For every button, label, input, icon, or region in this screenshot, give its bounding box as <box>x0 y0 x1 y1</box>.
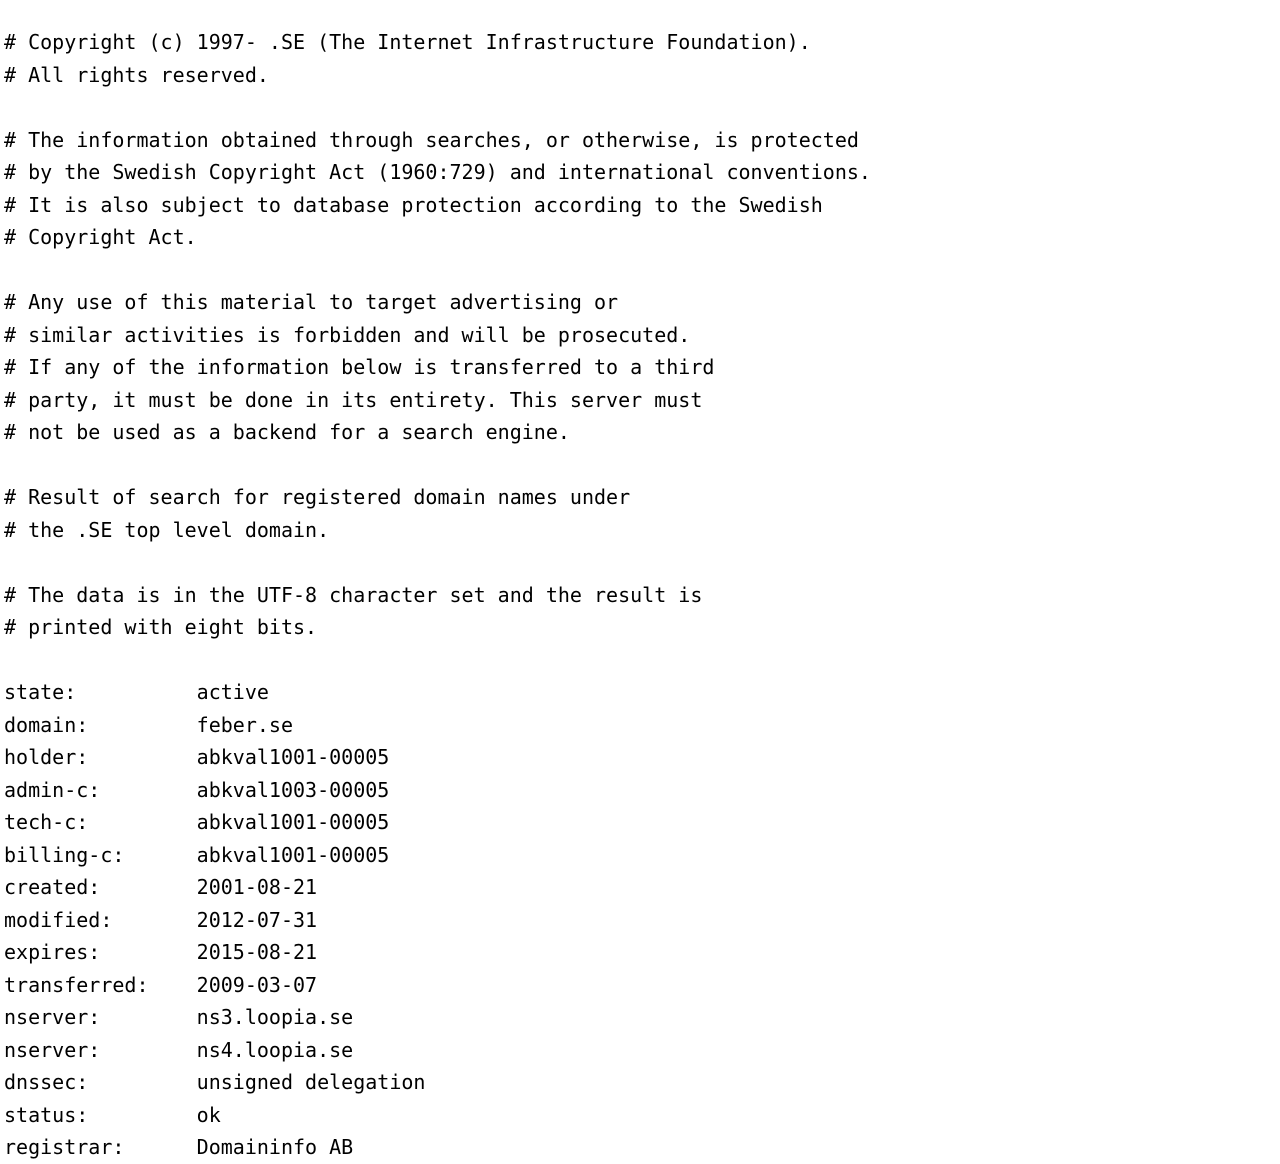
record-value: ok <box>196 1102 221 1127</box>
record-gap <box>88 1070 196 1094</box>
whois-record-row <box>4 1066 1280 1099</box>
record-key: dnssec: <box>4 1070 89 1094</box>
blank-line <box>4 91 1280 124</box>
whois-record-row <box>4 1099 1280 1132</box>
record-gap <box>149 973 197 997</box>
whois-record-row <box>4 936 1280 969</box>
whois-record-row <box>4 904 1280 937</box>
record-gap <box>100 875 196 899</box>
record-gap <box>124 1135 196 1159</box>
comment-line: # It is also subject to database protection according to the Swedish <box>4 192 823 217</box>
record-gap <box>88 1103 196 1127</box>
record-value: feber.se <box>196 712 293 737</box>
record-key: transferred: <box>4 972 149 997</box>
blank-line <box>4 644 1280 677</box>
comment-line: # The information obtained through searches, or otherwise, is protected <box>4 127 859 152</box>
record-value: unsigned delegation <box>196 1070 426 1094</box>
comment-line: # Any use of this material to target advertising or <box>4 290 619 314</box>
record-key: nserver: <box>4 1037 101 1062</box>
blank-line <box>4 546 1280 579</box>
record-gap <box>100 778 196 802</box>
record-value: 2009-03-07 <box>196 972 318 997</box>
record-key: holder: <box>4 745 89 769</box>
record-value: active <box>196 680 269 704</box>
record-key: registrar: <box>4 1135 125 1159</box>
record-value: abkval1003-00005 <box>196 777 390 802</box>
whois-record-row <box>4 806 1280 839</box>
comment-line: # If any of the information below is transferred to a third <box>4 355 715 379</box>
whois-record-row <box>4 1034 1280 1067</box>
record-value: abkval1001-00005 <box>196 842 390 867</box>
record-value: ns4.loopia.se <box>196 1037 354 1062</box>
record-value: abkval1001-00005 <box>196 745 390 769</box>
record-value: 2012-07-31 <box>196 907 318 932</box>
record-gap <box>76 680 196 704</box>
comment-line: # Copyright (c) 1997- .SE (The Internet Infrastructure Foundation). <box>4 30 811 54</box>
comment-line: # Copyright Act. <box>4 225 197 249</box>
whois-record-row <box>4 774 1280 807</box>
comment-line: # All rights reserved. <box>4 62 269 87</box>
record-key: modified: <box>4 907 113 932</box>
blank-line <box>4 449 1280 482</box>
comment-line: # the .SE top level domain. <box>4 517 330 542</box>
record-value: 2001-08-21 <box>196 875 318 899</box>
comment-line: # not be used as a backend for a search engine. <box>4 420 570 444</box>
record-value: abkval1001-00005 <box>196 810 390 834</box>
record-key: status: <box>4 1102 89 1127</box>
record-key: nserver: <box>4 1005 101 1029</box>
record-key: created: <box>4 875 101 899</box>
record-gap <box>112 908 196 932</box>
comment-line: # by the Swedish Copyright Act (1960:729) and international conventions. <box>4 160 871 184</box>
record-gap <box>88 713 196 737</box>
record-gap <box>100 940 196 964</box>
comment-line: # printed with eight bits. <box>4 615 318 639</box>
record-key: domain: <box>4 712 89 737</box>
whois-record-row <box>4 839 1280 872</box>
whois-record-row <box>4 1131 1280 1164</box>
record-key: admin-c: <box>4 777 101 802</box>
comment-line: # Result of search for registered domain names under <box>4 485 631 509</box>
record-key: billing-c: <box>4 842 125 867</box>
record-value: 2015-08-21 <box>196 940 318 964</box>
comment-line: # The data is in the UTF-8 character set and the result is <box>4 582 703 607</box>
record-value: Domaininfo AB <box>196 1135 354 1159</box>
whois-record-row <box>4 871 1280 904</box>
whois-output <box>0 20 1280 1164</box>
whois-record-row <box>4 709 1280 742</box>
record-value: ns3.loopia.se <box>196 1005 354 1029</box>
record-gap <box>100 1038 196 1062</box>
whois-record-row <box>4 676 1280 709</box>
record-gap <box>88 745 196 769</box>
whois-record-row <box>4 969 1280 1002</box>
record-gap <box>100 1005 196 1029</box>
record-gap <box>88 810 196 834</box>
record-gap <box>124 843 196 867</box>
whois-record-row <box>4 741 1280 774</box>
comment-line: # party, it must be done in its entirety. This server must <box>4 387 703 412</box>
whois-record-row <box>4 1001 1280 1034</box>
record-key: expires: <box>4 940 101 964</box>
blank-line <box>4 254 1280 287</box>
record-key: state: <box>4 680 77 704</box>
comment-line: # similar activities is forbidden and will be prosecuted. <box>4 322 691 347</box>
record-key: tech-c: <box>4 810 89 834</box>
